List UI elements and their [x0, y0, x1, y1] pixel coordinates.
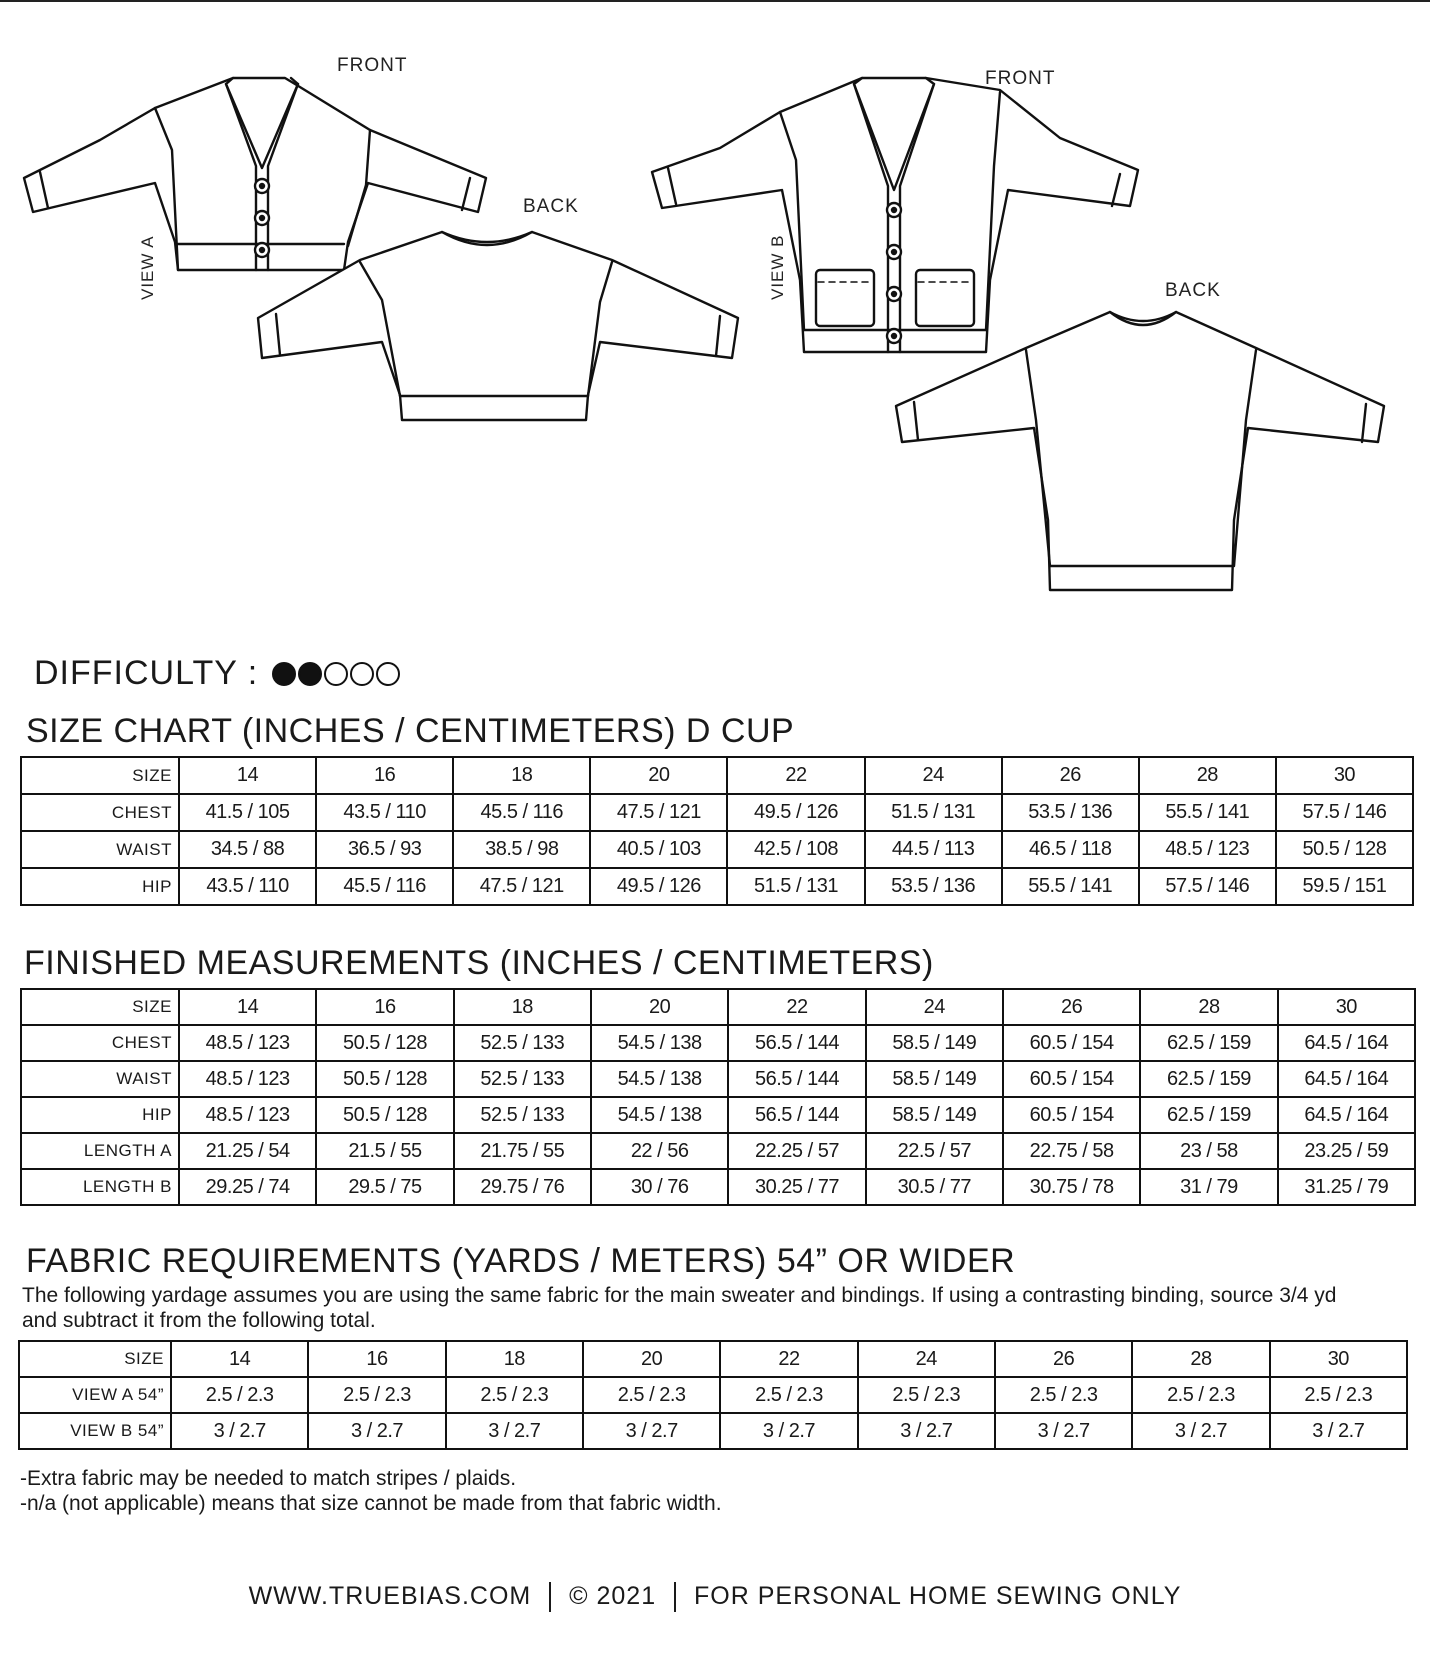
table-cell: 50.5 / 128: [316, 1097, 453, 1133]
table-header-row: [21, 757, 1413, 794]
table-row: [21, 1025, 1415, 1061]
table-cell: 62.5 / 159: [1140, 1097, 1277, 1133]
footer-divider: [549, 1582, 551, 1612]
table-cell: 2.5 / 2.3: [446, 1377, 583, 1413]
table-cell: 58.5 / 149: [866, 1025, 1003, 1061]
footer-copyright: © 2021: [569, 1582, 657, 1610]
size-header-cell: 18: [446, 1341, 583, 1377]
table-row: [19, 1413, 1407, 1449]
table-row: [21, 831, 1413, 868]
size-header-cell: 30: [1278, 989, 1415, 1025]
table-row: [21, 1061, 1415, 1097]
table-cell: 54.5 / 138: [591, 1061, 728, 1097]
table-cell: 49.5 / 126: [590, 868, 727, 905]
table-cell: 53.5 / 136: [1002, 794, 1139, 831]
finished-measurements-title: FINISHED MEASUREMENTS (INCHES / CENTIMETERS): [24, 944, 934, 982]
row-header: LENGTH B: [21, 1169, 179, 1205]
size-header-cell: 14: [179, 757, 316, 794]
view-b-front-label: FRONT: [985, 68, 1056, 89]
fabric-note-1: -Extra fabric may be needed to match stripes / plaids.: [20, 1467, 517, 1490]
table-cell: 36.5 / 93: [316, 831, 453, 868]
table-cell: 2.5 / 2.3: [995, 1377, 1132, 1413]
table-cell: 58.5 / 149: [866, 1097, 1003, 1133]
row-header: SIZE: [21, 757, 179, 794]
table-cell: 30 / 76: [591, 1169, 728, 1205]
difficulty-dot-filled: [298, 662, 322, 686]
size-header-cell: 28: [1140, 989, 1277, 1025]
table-cell: 21.25 / 54: [179, 1133, 316, 1169]
table-cell: 3 / 2.7: [446, 1413, 583, 1449]
view-a-back-label: BACK: [523, 196, 579, 217]
table-cell: 58.5 / 149: [866, 1061, 1003, 1097]
difficulty-label: DIFFICULTY :: [34, 654, 259, 692]
table-cell: 31.25 / 79: [1278, 1169, 1415, 1205]
table-cell: 53.5 / 136: [865, 868, 1002, 905]
view-b-label: VIEW B: [768, 234, 787, 300]
table-cell: 56.5 / 144: [728, 1061, 865, 1097]
table-cell: 54.5 / 138: [591, 1025, 728, 1061]
table-cell: 30.75 / 78: [1003, 1169, 1140, 1205]
size-header-cell: 26: [995, 1341, 1132, 1377]
table-cell: 43.5 / 110: [179, 868, 316, 905]
table-row: [21, 794, 1413, 831]
table-cell: 29.25 / 74: [179, 1169, 316, 1205]
size-header-cell: 22: [728, 989, 865, 1025]
table-cell: 2.5 / 2.3: [1270, 1377, 1407, 1413]
row-header: WAIST: [21, 831, 179, 868]
table-cell: 2.5 / 2.3: [720, 1377, 857, 1413]
size-header-cell: 28: [1139, 757, 1276, 794]
fabric-note-2: -n/a (not applicable) means that size cannot be made from that fabric width.: [20, 1492, 722, 1515]
size-header-cell: 26: [1002, 757, 1139, 794]
fabric-description: The following yardage assumes you are using the same fabric for the main sweater and bindings. If using a contrasting binding, source 3/4 yd and subtract it from the following total.: [22, 1284, 1337, 1332]
table-row: [21, 1133, 1415, 1169]
table-cell: 2.5 / 2.3: [583, 1377, 720, 1413]
size-header-cell: 30: [1276, 757, 1413, 794]
table-cell: 41.5 / 105: [179, 794, 316, 831]
table-cell: 44.5 / 113: [865, 831, 1002, 868]
table-cell: 48.5 / 123: [179, 1025, 316, 1061]
table-header-row: [21, 989, 1415, 1025]
row-header: HIP: [21, 1097, 179, 1133]
table-cell: 48.5 / 123: [179, 1061, 316, 1097]
table-cell: 23.25 / 59: [1278, 1133, 1415, 1169]
table-cell: 52.5 / 133: [454, 1061, 591, 1097]
footer: [0, 1582, 1430, 1612]
table-cell: 21.5 / 55: [316, 1133, 453, 1169]
size-header-cell: 20: [590, 757, 727, 794]
table-cell: 2.5 / 2.3: [1132, 1377, 1269, 1413]
table-cell: 48.5 / 123: [179, 1097, 316, 1133]
size-header-cell: 20: [583, 1341, 720, 1377]
size-header-cell: 24: [866, 989, 1003, 1025]
view-b-back-drawing: [896, 312, 1384, 590]
table-cell: 21.75 / 55: [454, 1133, 591, 1169]
table-cell: 59.5 / 151: [1276, 868, 1413, 905]
size-header-cell: 26: [1003, 989, 1140, 1025]
fabric-requirements-title: FABRIC REQUIREMENTS (YARDS / METERS) 54” OR WIDER: [26, 1242, 1016, 1280]
table-cell: 3 / 2.7: [858, 1413, 995, 1449]
view-a-label: VIEW A: [138, 235, 157, 300]
size-chart-title: SIZE CHART (INCHES / CENTIMETERS) D CUP: [26, 712, 795, 750]
table-cell: 64.5 / 164: [1278, 1025, 1415, 1061]
table-cell: 22.25 / 57: [728, 1133, 865, 1169]
row-header: CHEST: [21, 794, 179, 831]
table-cell: 64.5 / 164: [1278, 1097, 1415, 1133]
table-cell: 45.5 / 116: [316, 868, 453, 905]
table-cell: 56.5 / 144: [728, 1025, 865, 1061]
table-cell: 30.25 / 77: [728, 1169, 865, 1205]
table-cell: 52.5 / 133: [454, 1025, 591, 1061]
finished-measurements-table: [20, 988, 1416, 1206]
fabric-requirements-table: [18, 1340, 1408, 1450]
table-cell: 55.5 / 141: [1139, 794, 1276, 831]
table-cell: 3 / 2.7: [308, 1413, 445, 1449]
footer-divider: [674, 1582, 676, 1612]
row-header: HIP: [21, 868, 179, 905]
footer-website: WWW.TRUEBIAS.COM: [248, 1582, 532, 1610]
size-header-cell: 22: [720, 1341, 857, 1377]
table-cell: 29.75 / 76: [454, 1169, 591, 1205]
table-cell: 51.5 / 131: [865, 794, 1002, 831]
table-cell: 31 / 79: [1140, 1169, 1277, 1205]
table-cell: 3 / 2.7: [171, 1413, 308, 1449]
row-header: VIEW B 54”: [19, 1413, 171, 1449]
size-header-cell: 30: [1270, 1341, 1407, 1377]
table-cell: 49.5 / 126: [727, 794, 864, 831]
difficulty-rating: [34, 654, 400, 693]
table-cell: 55.5 / 141: [1002, 868, 1139, 905]
table-cell: 2.5 / 2.3: [858, 1377, 995, 1413]
table-cell: 43.5 / 110: [316, 794, 453, 831]
table-cell: 50.5 / 128: [1276, 831, 1413, 868]
table-cell: 62.5 / 159: [1140, 1061, 1277, 1097]
difficulty-dot-empty: [376, 662, 400, 686]
table-cell: 2.5 / 2.3: [171, 1377, 308, 1413]
table-row: [21, 1169, 1415, 1205]
size-header-cell: 16: [316, 757, 453, 794]
table-cell: 60.5 / 154: [1003, 1097, 1140, 1133]
row-header: VIEW A 54”: [19, 1377, 171, 1413]
size-header-cell: 22: [727, 757, 864, 794]
size-header-cell: 16: [308, 1341, 445, 1377]
size-header-cell: 24: [858, 1341, 995, 1377]
size-header-cell: 18: [453, 757, 590, 794]
table-cell: 22.5 / 57: [866, 1133, 1003, 1169]
size-header-cell: 20: [591, 989, 728, 1025]
footer-notice: FOR PERSONAL HOME SEWING ONLY: [694, 1582, 1182, 1610]
row-header: WAIST: [21, 1061, 179, 1097]
table-cell: 60.5 / 154: [1003, 1025, 1140, 1061]
table-cell: 47.5 / 121: [453, 868, 590, 905]
table-cell: 51.5 / 131: [727, 868, 864, 905]
difficulty-dot-filled: [272, 662, 296, 686]
view-a-front-label: FRONT: [337, 55, 408, 76]
table-cell: 3 / 2.7: [1132, 1413, 1269, 1449]
table-cell: 2.5 / 2.3: [308, 1377, 445, 1413]
size-header-cell: 16: [316, 989, 453, 1025]
table-cell: 57.5 / 146: [1276, 794, 1413, 831]
table-cell: 38.5 / 98: [453, 831, 590, 868]
table-cell: 46.5 / 118: [1002, 831, 1139, 868]
table-cell: 29.5 / 75: [316, 1169, 453, 1205]
table-cell: 34.5 / 88: [179, 831, 316, 868]
row-header: LENGTH A: [21, 1133, 179, 1169]
table-cell: 45.5 / 116: [453, 794, 590, 831]
table-cell: 50.5 / 128: [316, 1061, 453, 1097]
table-row: [21, 1097, 1415, 1133]
row-header: CHEST: [21, 1025, 179, 1061]
row-header: SIZE: [21, 989, 179, 1025]
table-cell: 42.5 / 108: [727, 831, 864, 868]
difficulty-dot-empty: [324, 662, 348, 686]
view-b-back-label: BACK: [1165, 280, 1221, 301]
size-header-cell: 14: [179, 989, 316, 1025]
table-header-row: [19, 1341, 1407, 1377]
table-cell: 48.5 / 123: [1139, 831, 1276, 868]
table-cell: 57.5 / 146: [1139, 868, 1276, 905]
table-cell: 22.75 / 58: [1003, 1133, 1140, 1169]
table-cell: 52.5 / 133: [454, 1097, 591, 1133]
difficulty-dots: [272, 662, 400, 686]
table-cell: 3 / 2.7: [1270, 1413, 1407, 1449]
technical-drawings: [0, 0, 1430, 640]
table-cell: 56.5 / 144: [728, 1097, 865, 1133]
difficulty-dot-empty: [350, 662, 374, 686]
table-cell: 23 / 58: [1140, 1133, 1277, 1169]
table-cell: 3 / 2.7: [583, 1413, 720, 1449]
table-cell: 47.5 / 121: [590, 794, 727, 831]
table-cell: 60.5 / 154: [1003, 1061, 1140, 1097]
row-header: SIZE: [19, 1341, 171, 1377]
table-cell: 50.5 / 128: [316, 1025, 453, 1061]
table-cell: 22 / 56: [591, 1133, 728, 1169]
table-cell: 62.5 / 159: [1140, 1025, 1277, 1061]
size-header-cell: 24: [865, 757, 1002, 794]
size-header-cell: 28: [1132, 1341, 1269, 1377]
table-cell: 3 / 2.7: [720, 1413, 857, 1449]
size-header-cell: 14: [171, 1341, 308, 1377]
table-row: [19, 1377, 1407, 1413]
garment-illustrations: [0, 0, 1430, 640]
size-chart-table: [20, 756, 1414, 906]
table-cell: 64.5 / 164: [1278, 1061, 1415, 1097]
size-header-cell: 18: [454, 989, 591, 1025]
table-cell: 30.5 / 77: [866, 1169, 1003, 1205]
table-row: [21, 868, 1413, 905]
table-cell: 3 / 2.7: [995, 1413, 1132, 1449]
table-cell: 40.5 / 103: [590, 831, 727, 868]
table-cell: 54.5 / 138: [591, 1097, 728, 1133]
